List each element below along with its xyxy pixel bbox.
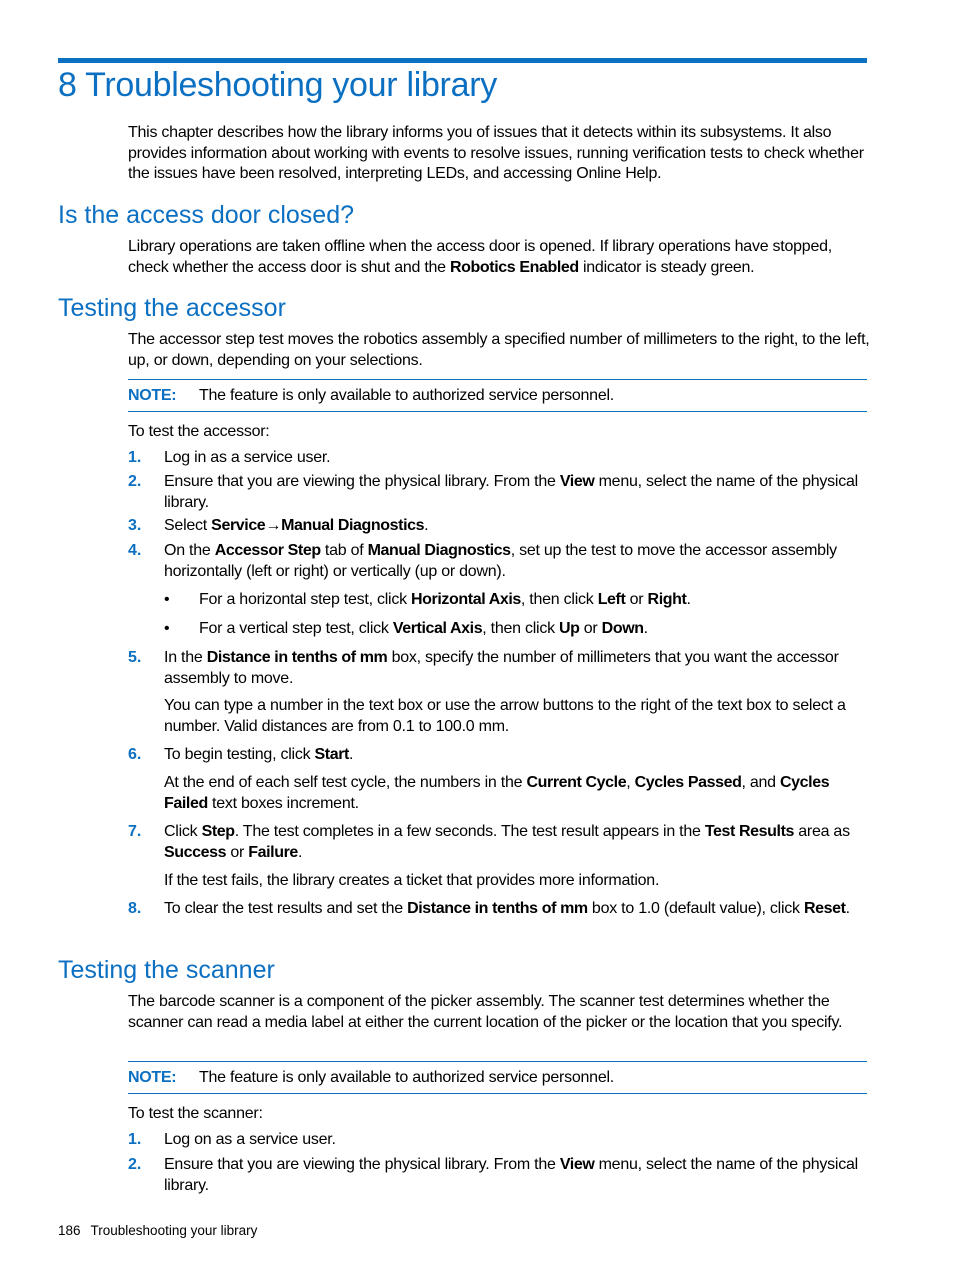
accessor-step-2: Ensure that you are viewing the physical library. From the View menu, select the name of the physical library. — [164, 473, 858, 511]
page-footer — [58, 1223, 257, 1238]
accessor-step-7-detail: If the test fails, the library creates a ticket that provides more information. — [164, 872, 660, 889]
accessor-step-6-detail: At the end of each self test cycle, the numbers in the Current Cycle, Cycles Passed, and Cycles Failed text boxes increment. — [164, 774, 830, 812]
accessor-step-4-bullet-horizontal: For a horizontal step test, click Horizontal Axis, then click Left or Right. — [199, 591, 691, 608]
step-number: 1. — [128, 1131, 142, 1148]
step-number: 2. — [128, 1156, 142, 1173]
accessor-step-5-detail: You can type a number in the text box or use the arrow buttons to the right of the text box to select a number. Valid distances are from 0.1 to 100.0 mm. — [164, 697, 846, 735]
scanner-step-2: Ensure that you are viewing the physical library. From the View menu, select the name of the physical library. — [164, 1156, 858, 1194]
heading-testing-accessor: Testing the accessor — [58, 294, 286, 322]
scanner-step-1: Log on as a service user. — [164, 1131, 336, 1148]
heading-testing-scanner: Testing the scanner — [58, 956, 275, 984]
page-number: 186 — [58, 1223, 81, 1238]
bullet-icon: • — [164, 591, 170, 608]
accessor-step-5: In the Distance in tenths of mm box, specify the number of millimeters that you want the accessor assembly to move. — [164, 649, 839, 687]
accessor-step-4-bullet-vertical: For a vertical step test, click Vertical Axis, then click Up or Down. — [199, 620, 648, 637]
accessor-lead: To test the accessor: — [128, 423, 270, 440]
bullet-icon: • — [164, 620, 170, 637]
accessor-step-1: Log in as a service user. — [164, 449, 331, 466]
step-number: 1. — [128, 449, 142, 466]
arrow-glyph: → — [265, 517, 282, 534]
step-number: 4. — [128, 542, 142, 559]
note-label: NOTE: — [128, 1069, 177, 1086]
step-number: 3. — [128, 517, 142, 534]
chapter-title: 8 Troubleshooting your library — [58, 66, 497, 104]
note-text: The feature is only available to authorized service personnel. — [199, 1069, 614, 1086]
accessor-step-6: To begin testing, click Start. — [164, 746, 354, 763]
footer-title: Troubleshooting your library — [90, 1223, 258, 1238]
access-door-text: Library operations are taken offline when the access door is opened. If library operations have stopped, check whether the access door is shut and the Robotics Enabled indicator is steady green. — [128, 238, 832, 276]
step-number: 7. — [128, 823, 142, 840]
accessor-step-8: To clear the test results and set the Distance in tenths of mm box to 1.0 (default value), click Reset. — [164, 900, 850, 917]
note-label: NOTE: — [128, 387, 177, 404]
step-number: 8. — [128, 900, 142, 917]
scanner-intro: The barcode scanner is a component of the picker assembly. The scanner test determines whether the scanner can read a media label at either the current location of the picker or the location that you specify. — [128, 993, 843, 1031]
accessor-step-3: Select Service→Manual Diagnostics. — [164, 517, 429, 534]
chapter-top-rule — [58, 58, 867, 63]
chapter-intro: This chapter describes how the library informs you of issues that it detects within its subsystems. It also provides information about working with events to resolve issues, running verification tests to check whether the issues have been resolved, interpreting LEDs, and accessing Online Help. — [128, 124, 864, 182]
accessor-note — [128, 379, 867, 412]
scanner-lead: To test the scanner: — [128, 1105, 263, 1122]
robotics-enabled-term: Robotics Enabled — [450, 258, 579, 276]
scanner-note — [128, 1061, 867, 1094]
accessor-step-4: On the Accessor Step tab of Manual Diagnostics, set up the test to move the accessor assembly horizontally (left or right) or vertically (up or down). — [164, 542, 837, 580]
accessor-step-7: Click Step. The test completes in a few seconds. The test result appears in the Test Results area as Success or Failure. — [164, 823, 850, 861]
note-text: The feature is only available to authorized service personnel. — [199, 387, 614, 404]
step-number: 2. — [128, 473, 142, 490]
step-number: 6. — [128, 746, 142, 763]
step-number: 5. — [128, 649, 142, 666]
accessor-intro: The accessor step test moves the robotics assembly a specified number of millimeters to the right, to the left, up, or down, depending on your selections. — [128, 331, 870, 369]
heading-access-door: Is the access door closed? — [58, 201, 354, 229]
